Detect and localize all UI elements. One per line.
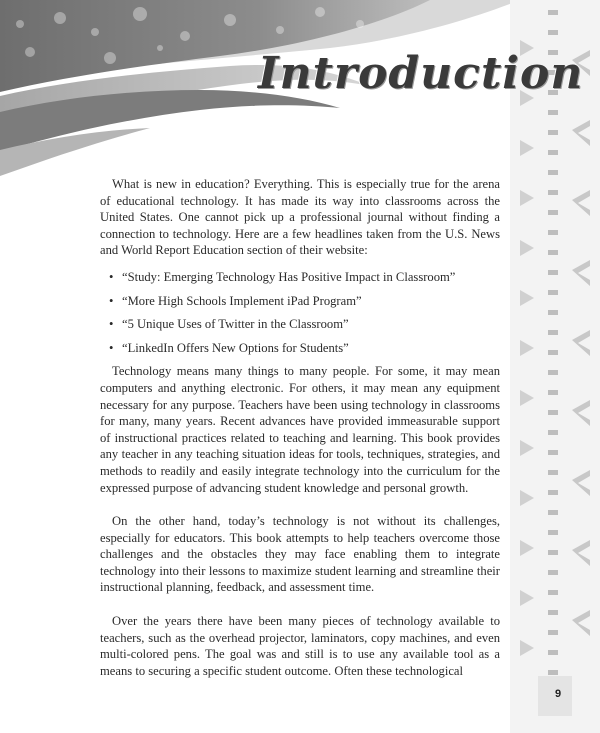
paragraph-history: Over the years there have been many pieces of technology available to teachers, such as the overhead projector, laminators, copy machines, and even multi-colored pens. The goal was and still is to use any available tool as a means to securing a specific student outcome. Often these technological xyxy=(100,614,500,678)
paragraph-intro: What is new in education? Everything. This is especially true for the arena of educational technology. It has made its way into classrooms across the United States. One cannot pick up a professional journal without finding a connection to technology. Here are a few headlines taken from the U.S. News and World Report Education section of their website: xyxy=(100,177,500,258)
headline-list xyxy=(100,269,500,356)
body-text xyxy=(100,176,500,679)
chapter-title: Introduction xyxy=(258,48,584,99)
headline-item: • “Study: Emerging Technology Has Positive Impact in Classroom” xyxy=(122,269,500,286)
headline-item: • “5 Unique Uses of Twitter in the Classroom” xyxy=(122,316,500,333)
page-number: 9 xyxy=(554,688,562,700)
paragraph-challenges: On the other hand, today’s technology is not without its challenges, especially for educators. This book attempts to help teachers overcome those challenges and the obstacles they may face enabling them to integrate technology into their lessons to maximize student learning and streamline their instructional planning, feedback, and assessment time. xyxy=(100,514,500,595)
paragraph-technology-meaning: Technology means many things to many people. For some, it may mean computers and anything electronic. For others, it may mean any equipment necessary for any purpose. Teachers have been using technology in classrooms for many, many years. Recent advances have provided immeasurable support of instructional practices related to teaching and learning. This book provides any teacher in any teaching situation ideas for tools, techniques, strategies, and methods to readily and easily integrate technology into the curriculum for the expressed purpose of advancing student knowledge and personal growth. xyxy=(100,364,500,495)
headline-item: • “LinkedIn Offers New Options for Students” xyxy=(122,340,500,357)
headline-item: • “More High Schools Implement iPad Program” xyxy=(122,293,500,310)
